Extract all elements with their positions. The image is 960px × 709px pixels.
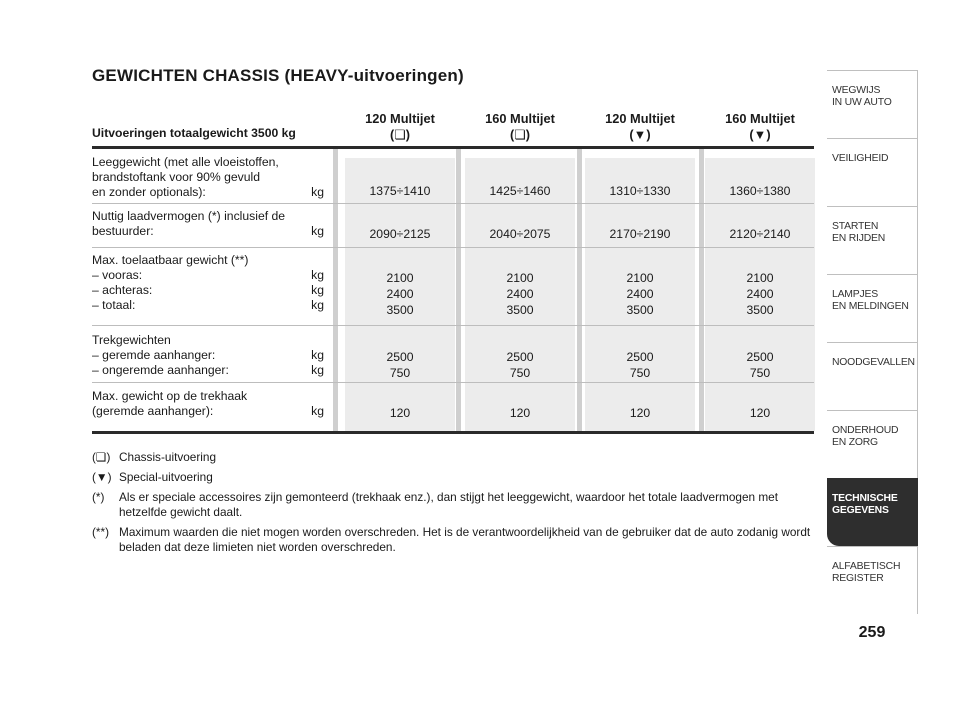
- table-bottom-rule: [92, 431, 814, 434]
- label-text: – ongeremde aanhanger:: [92, 363, 229, 377]
- row-label: [92, 209, 324, 239]
- footnote-text: Special-uitvoering: [119, 470, 213, 484]
- column-divider: [333, 146, 338, 431]
- row-label: [92, 333, 324, 378]
- cell-value: 2090÷2125: [369, 227, 431, 241]
- table-cell: [585, 183, 695, 199]
- table-cell: [345, 405, 455, 421]
- table-cell: [465, 226, 575, 242]
- unit: kg: [311, 348, 324, 362]
- row-separator: [92, 203, 814, 204]
- cell-value: 3500: [506, 303, 534, 317]
- cell-value: 3500: [386, 303, 414, 317]
- table-cell: [345, 183, 455, 199]
- label-line: [92, 404, 324, 419]
- label-text: – vooras:: [92, 268, 143, 282]
- column-divider: [456, 146, 461, 431]
- cell-value: 2400: [626, 287, 654, 301]
- label-line: [92, 268, 324, 283]
- column-symbol: (▼): [749, 127, 771, 142]
- label-text: Leeggewicht (met alle vloeistoffen,: [92, 155, 279, 169]
- table-cell: [585, 405, 695, 421]
- chapter-tab[interactable]: [827, 478, 918, 546]
- column-symbol: (❏): [510, 127, 530, 142]
- cell-value: 1375÷1410: [369, 184, 431, 198]
- chapter-tab-label: NOODGEVALLEN: [832, 357, 915, 368]
- cell-value: 2500: [626, 350, 654, 364]
- footnote-text: Maximum waarden die niet mogen worden overschreden. Het is de verantwoordelijkheid van de gebruiker dat de auto zodanig wordt beladen dat deze limieten niet worden overschreden.: [119, 525, 811, 554]
- unit: kg: [311, 268, 324, 282]
- chapter-tabs: [827, 70, 918, 614]
- page-title: GEWICHTEN CHASSIS (HEAVY-uitvoeringen): [92, 66, 464, 85]
- label-text: Trekgewichten: [92, 333, 171, 347]
- label-line: [92, 209, 324, 224]
- column-name: 120 Multijet: [605, 111, 675, 126]
- label-line: [92, 224, 324, 239]
- cell-value: 2170÷2190: [609, 227, 671, 241]
- chapter-tab-label: TECHNISCHE GEGEVENS: [832, 493, 898, 516]
- chapter-tab-label: STARTEN EN RIJDEN: [832, 221, 886, 244]
- row-header: Uitvoeringen totaalgewicht 3500 kg: [92, 126, 296, 140]
- column-name: 160 Multijet: [725, 111, 795, 126]
- label-text: bestuurder:: [92, 224, 154, 238]
- cell-value: 3500: [626, 303, 654, 317]
- unit: kg: [311, 185, 324, 199]
- footnote: [92, 490, 812, 520]
- cell-value: 120: [389, 406, 411, 420]
- cell-value: 2100: [626, 271, 654, 285]
- table-cell: [705, 226, 815, 242]
- table-cell: [465, 405, 575, 421]
- label-text: Max. gewicht op de trekhaak: [92, 389, 248, 403]
- cell-value: 2400: [386, 287, 414, 301]
- table-cell: [585, 270, 695, 318]
- page-number: 259: [858, 624, 886, 641]
- label-line: [92, 283, 324, 298]
- row-label: [92, 389, 324, 419]
- footnote: [92, 450, 812, 465]
- footnote: [92, 470, 812, 485]
- label-line: [92, 363, 324, 378]
- label-line: [92, 298, 324, 313]
- row-separator: [92, 325, 814, 326]
- label-text: – achteras:: [92, 283, 153, 297]
- label-line: [92, 389, 324, 404]
- label-line: [92, 170, 324, 185]
- unit: kg: [311, 224, 324, 238]
- column-name: 120 Multijet: [365, 111, 435, 126]
- footnote-text: Chassis-uitvoering: [119, 450, 217, 464]
- label-text: brandstoftank voor 90% gevuld: [92, 170, 261, 184]
- table-cell: [465, 349, 575, 381]
- label-text: (geremde aanhanger):: [92, 404, 214, 418]
- chapter-tab[interactable]: [827, 274, 918, 342]
- row-label: [92, 253, 324, 313]
- cell-value: 2500: [506, 350, 534, 364]
- chapter-tab-label: VEILIGHEID: [832, 153, 889, 164]
- unit: kg: [311, 363, 324, 377]
- cell-value: 1360÷1380: [729, 184, 791, 198]
- column-header: [465, 111, 575, 143]
- footnote-mark: (❏): [92, 450, 111, 464]
- cell-value: 750: [509, 366, 531, 380]
- cell-value: 2500: [746, 350, 774, 364]
- label-text: Nuttig laadvermogen (*) inclusief de: [92, 209, 286, 223]
- table-cell: [705, 270, 815, 318]
- table-cell: [345, 349, 455, 381]
- cell-value: 3500: [746, 303, 774, 317]
- cell-value: 2040÷2075: [489, 227, 551, 241]
- table-cell: [465, 183, 575, 199]
- table-cell: [465, 270, 575, 318]
- label-line: [92, 155, 324, 170]
- cell-value: 2400: [746, 287, 774, 301]
- label-text: – geremde aanhanger:: [92, 348, 216, 362]
- label-text: – totaal:: [92, 298, 136, 312]
- table-cell: [345, 226, 455, 242]
- footnote-mark: (▼): [92, 470, 112, 484]
- column-name: 160 Multijet: [485, 111, 555, 126]
- footnote-mark: (**): [92, 525, 110, 539]
- cell-value: 120: [629, 406, 651, 420]
- table-cell: [585, 349, 695, 381]
- chapter-tab-label: ONDERHOUD EN ZORG: [832, 425, 899, 448]
- row-label: [92, 155, 324, 200]
- footnotes: [92, 450, 812, 560]
- unit: kg: [311, 404, 324, 418]
- label-line: [92, 348, 324, 363]
- chapter-tab-label: LAMPJES EN MELDINGEN: [832, 289, 909, 312]
- column-symbol: (❏): [390, 127, 410, 142]
- chapter-tab-label: ALFABETISCH REGISTER: [832, 561, 901, 584]
- footnote: [92, 525, 812, 555]
- chapter-tab[interactable]: [827, 206, 918, 274]
- column-header: [345, 111, 455, 143]
- label-line: [92, 333, 324, 348]
- cell-value: 750: [749, 366, 771, 380]
- chapter-tab-label: WEGWIJS IN UW AUTO: [832, 85, 892, 108]
- cell-value: 1310÷1330: [609, 184, 671, 198]
- table-cell: [705, 405, 815, 421]
- column-divider: [699, 146, 704, 431]
- chapter-tab[interactable]: [827, 138, 918, 206]
- cell-value: 2100: [746, 271, 774, 285]
- label-text: Max. toelaatbaar gewicht (**): [92, 253, 249, 267]
- table-top-rule: [92, 146, 814, 149]
- cell-value: 2100: [506, 271, 534, 285]
- cell-value: 120: [509, 406, 531, 420]
- unit: kg: [311, 298, 324, 312]
- footnote-text: Als er speciale accessoires zijn gemonteerd (trekhaak enz.), dan stijgt het leeggewicht, waardoor het totale laadvermogen met hetzelfde gewicht daalt.: [119, 490, 779, 519]
- label-text: en zonder optionals):: [92, 185, 206, 199]
- cell-value: 120: [749, 406, 771, 420]
- column-header: [585, 111, 695, 143]
- chapter-tab[interactable]: [827, 546, 918, 614]
- footnote-mark: (*): [92, 490, 105, 504]
- cell-value: 2400: [506, 287, 534, 301]
- chapter-tab[interactable]: [827, 342, 918, 410]
- table-cell: [585, 226, 695, 242]
- unit: kg: [311, 283, 324, 297]
- row-separator: [92, 382, 814, 383]
- table-cell: [345, 270, 455, 318]
- table-cell: [705, 183, 815, 199]
- label-line: [92, 253, 324, 268]
- row-separator: [92, 247, 814, 248]
- cell-value: 2100: [386, 271, 414, 285]
- column-symbol: (▼): [629, 127, 651, 142]
- label-line: [92, 185, 324, 200]
- cell-value: 750: [389, 366, 411, 380]
- cell-value: 1425÷1460: [489, 184, 551, 198]
- chapter-tab[interactable]: [827, 410, 918, 478]
- chapter-tab[interactable]: [827, 70, 918, 138]
- cell-value: 2500: [386, 350, 414, 364]
- cell-value: 750: [629, 366, 651, 380]
- cell-value: 2120÷2140: [729, 227, 791, 241]
- column-header: [705, 111, 815, 143]
- table-cell: [705, 349, 815, 381]
- column-divider: [577, 146, 582, 431]
